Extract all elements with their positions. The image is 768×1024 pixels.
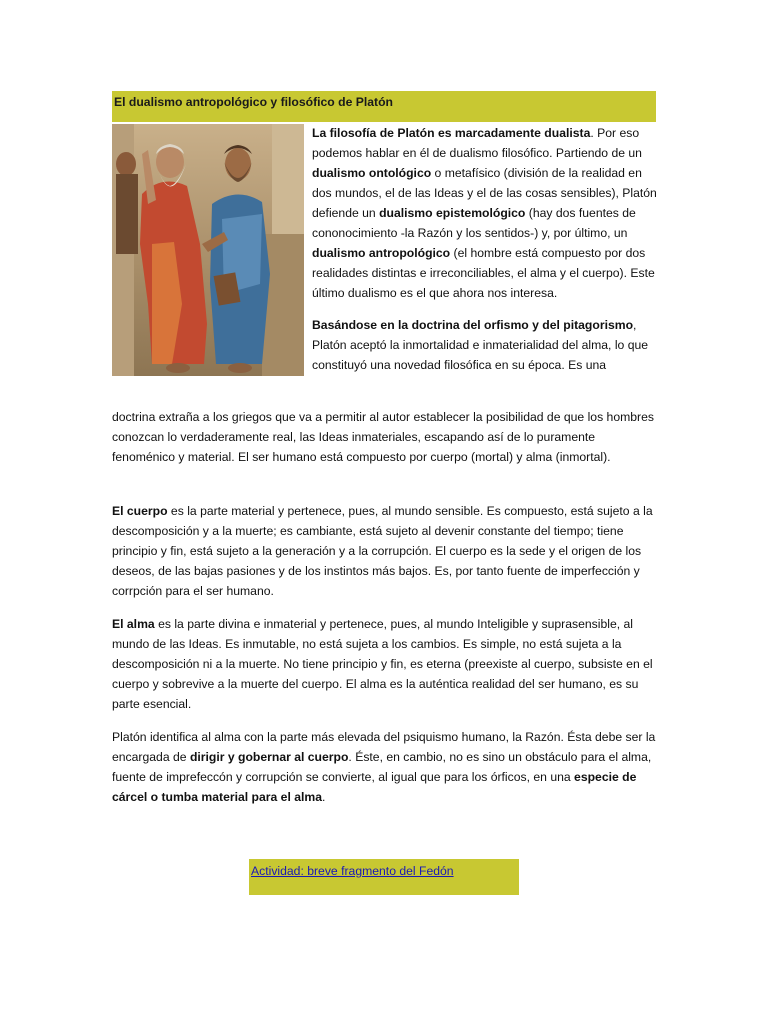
paragraph-orfismo-continued: [112, 395, 660, 479]
intro-column: [312, 123, 658, 375]
paragraph-dualism: [312, 123, 658, 303]
paragraph-razon: [112, 715, 660, 819]
text-run: .: [322, 790, 326, 805]
bold-phrase: La filosofía de Platón es marcadamente dualista: [312, 126, 591, 140]
bold-phrase: dirigir y gobernar al cuerpo: [189, 750, 349, 765]
paragraph-orfismo-start: [312, 315, 658, 375]
text-run: , Platón aceptó la inmortalidad e inmaterialidad del alma, lo que constituyó una novedad filosófica en su época. Es una: [312, 318, 649, 372]
activity-link-box: [249, 859, 519, 895]
bold-phrase: El cuerpo: [112, 504, 168, 519]
text-run: . Éste, en cambio, no es sino un obstáculo para el alma, fuente de imprefeccón y corrupción se convierte, al igual que para los órficos, en una: [112, 750, 652, 785]
bold-phrase: dualismo antropológico: [312, 246, 451, 260]
bold-phrase: dualismo ontológico: [312, 166, 432, 180]
paragraph-cuerpo: [112, 489, 660, 613]
bold-phrase: especie de cárcel o tumba material para el alma: [112, 770, 637, 805]
bold-phrase: Basándose en la doctrina del orfismo y del pitagorismo: [312, 318, 634, 332]
text-run: es la parte material y pertenece, pues, al mundo sensible. Es compuesto, está sujeto a la descomposición y a la muerte; es cambiante, está sujeto al devenir constante del tiempo; tiene principio y fin, está sujeto a la generación y a la corrupción. El cuerpo es la sede y el origen de los deseos, de las bajas pasiones y de los instintos más bajos. Es, por tanto fuente de imperfección y corrpción para el ser humano.: [112, 504, 653, 599]
text-run: . Por eso podemos hablar en él de dualismo filosófico. Partiendo de un: [312, 126, 642, 160]
bold-phrase: dualismo epistemológico: [379, 206, 526, 220]
text-run: Platón identifica al alma con la parte más elevada del psiquismo humano, la Razón. Ésta debe ser la encargada de: [112, 730, 656, 765]
text-run: (el hombre está compuesto por dos realidades distintas e irreconciliables, el alma y el cuerpo). Este último dualismo es el que ahora nos interesa.: [312, 246, 655, 300]
title-bar: [112, 91, 656, 122]
plato-aristotle-painting: [112, 124, 304, 376]
page-title: El dualismo antropológico y filosófico de Platón: [114, 95, 393, 109]
text-run: o metafísico (división de la realidad en dos mundos, el de las Ideas y el de las cosas sensibles), Platón defiende un: [312, 166, 657, 220]
text-run: doctrina extraña a los griegos que va a permitir al autor establecer la posibilidad de que los hombres conozcan lo verdaderamente real, las Ideas inmateriales, escapando así de lo puramente fenoménico y material. El ser humano está compuesto por cuerpo (mortal) y alma (inmortal).: [112, 410, 654, 465]
text-run: (hay dos fuentes de cononocimiento -la Razón y los sentidos-) y, por último, un: [312, 206, 636, 240]
activity-link[interactable]: Actividad: breve fragmento del Fedón: [251, 864, 454, 878]
paragraph-alma: [112, 602, 660, 726]
bold-phrase: El alma: [112, 617, 155, 632]
text-run: es la parte divina e inmaterial y pertenece, pues, al mundo Inteligible y suprasensible, al mundo de las Ideas. Es inmutable, no está sujeta a los cambios. Es simple, no está sujeta a la descomposición ni a la muerte. No tiene principio y fin, es eterna (preexiste al cuerpo, subsiste en el cuerpo y sobrevive a la muerte del cuerpo. El alma es la auténtica realidad del ser humano, es su parte esencial.: [112, 617, 653, 712]
